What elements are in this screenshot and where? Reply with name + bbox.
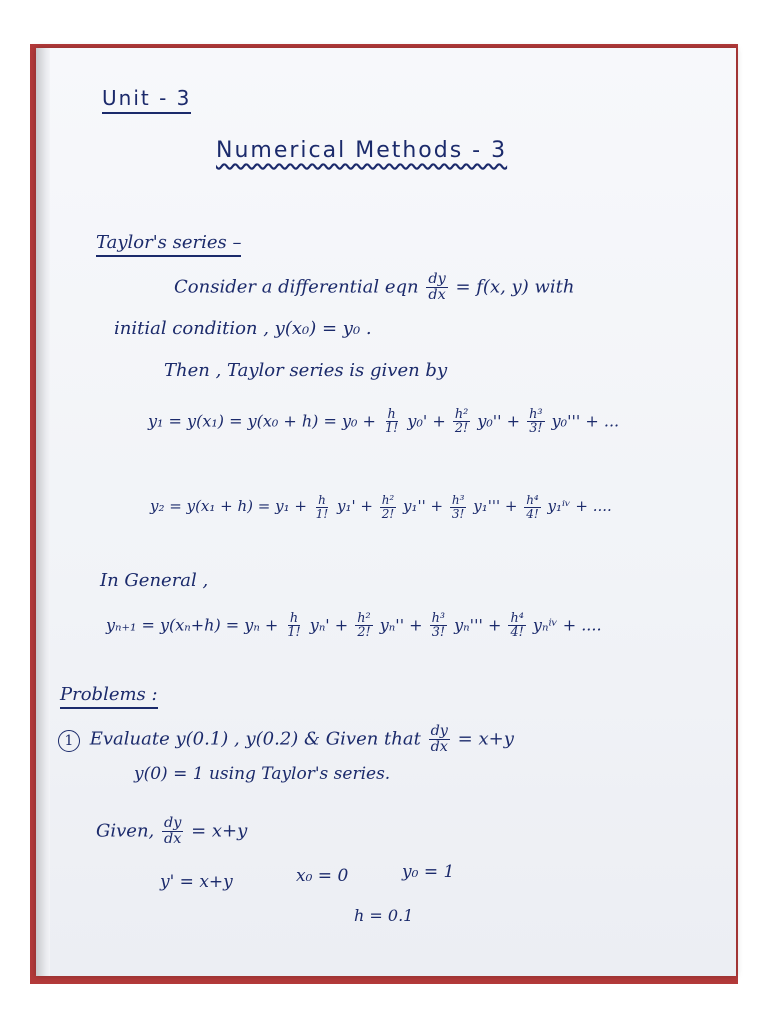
section-heading: Taylor's series – <box>96 232 241 257</box>
general-equation: yₙ₊₁ = y(xₙ+h) = yₙ + $\frac{h}{1!}$ yₙ' + $\frac{\text{h²}}{2!}$ yₙ'' + $\frac{\text{h³}}{3!}$ yₙ''' + $\frac{\text{h⁴}}{4!}$ yₙⁱᵛ + .... <box>106 611 602 641</box>
y0-value: y₀ = 1 <box>402 862 455 882</box>
initial-condition: initial condition , y(x₀) = y₀ . <box>114 318 372 339</box>
x0-value: x₀ = 0 <box>296 866 349 886</box>
given-line: Given, $\frac{dy}{dx}$ = x+y <box>96 815 248 848</box>
in-general-label: In General , <box>100 570 209 591</box>
y2-equation: y₂ = y(x₁ + h) = y₁ + $\frac{h}{1!}$ y₁' + $\frac{\text{h²}}{2!}$ y₁'' + $\frac{\text{h³}}{3!}$ y₁''' + $\frac{\text{h⁴}}{4!}$ y₁ⁱᵛ + .... <box>150 493 612 521</box>
problem-1-line-2: y(0) = 1 using Taylor's series. <box>134 764 391 784</box>
problems-heading: Problems : <box>60 684 158 709</box>
intro-text: Consider a differential eqn <box>174 276 419 298</box>
y1-equation: y₁ = y(x₁) = y(x₀ + h) = y₀ + $\frac{h}{1!}$ y₀' + $\frac{\text{h²}}{2!}$ y₀'' + $\frac{\text{h³}}{3!}$ y₀''' + ... <box>148 407 620 437</box>
then-line: Then , Taylor series is given by <box>164 360 448 381</box>
h-value: h = 0.1 <box>354 906 414 925</box>
problem-1: 1 Evaluate y(0.1) , y(0.2) & Given that $\frac{dy}{dx}$ = x+y <box>58 724 514 755</box>
y-prime: y' = x+y <box>160 872 233 892</box>
page-title: Numerical Methods - 3 <box>216 138 508 163</box>
problem-number: 1 <box>58 730 80 752</box>
equation-rhs: = f(x, y) with <box>455 276 575 298</box>
intro-line <box>174 272 574 303</box>
page-binding <box>36 48 50 976</box>
unit-label: Unit - 3 <box>102 86 191 114</box>
dy-dx-fraction: $\frac{dy}{dx}$ <box>428 271 446 304</box>
